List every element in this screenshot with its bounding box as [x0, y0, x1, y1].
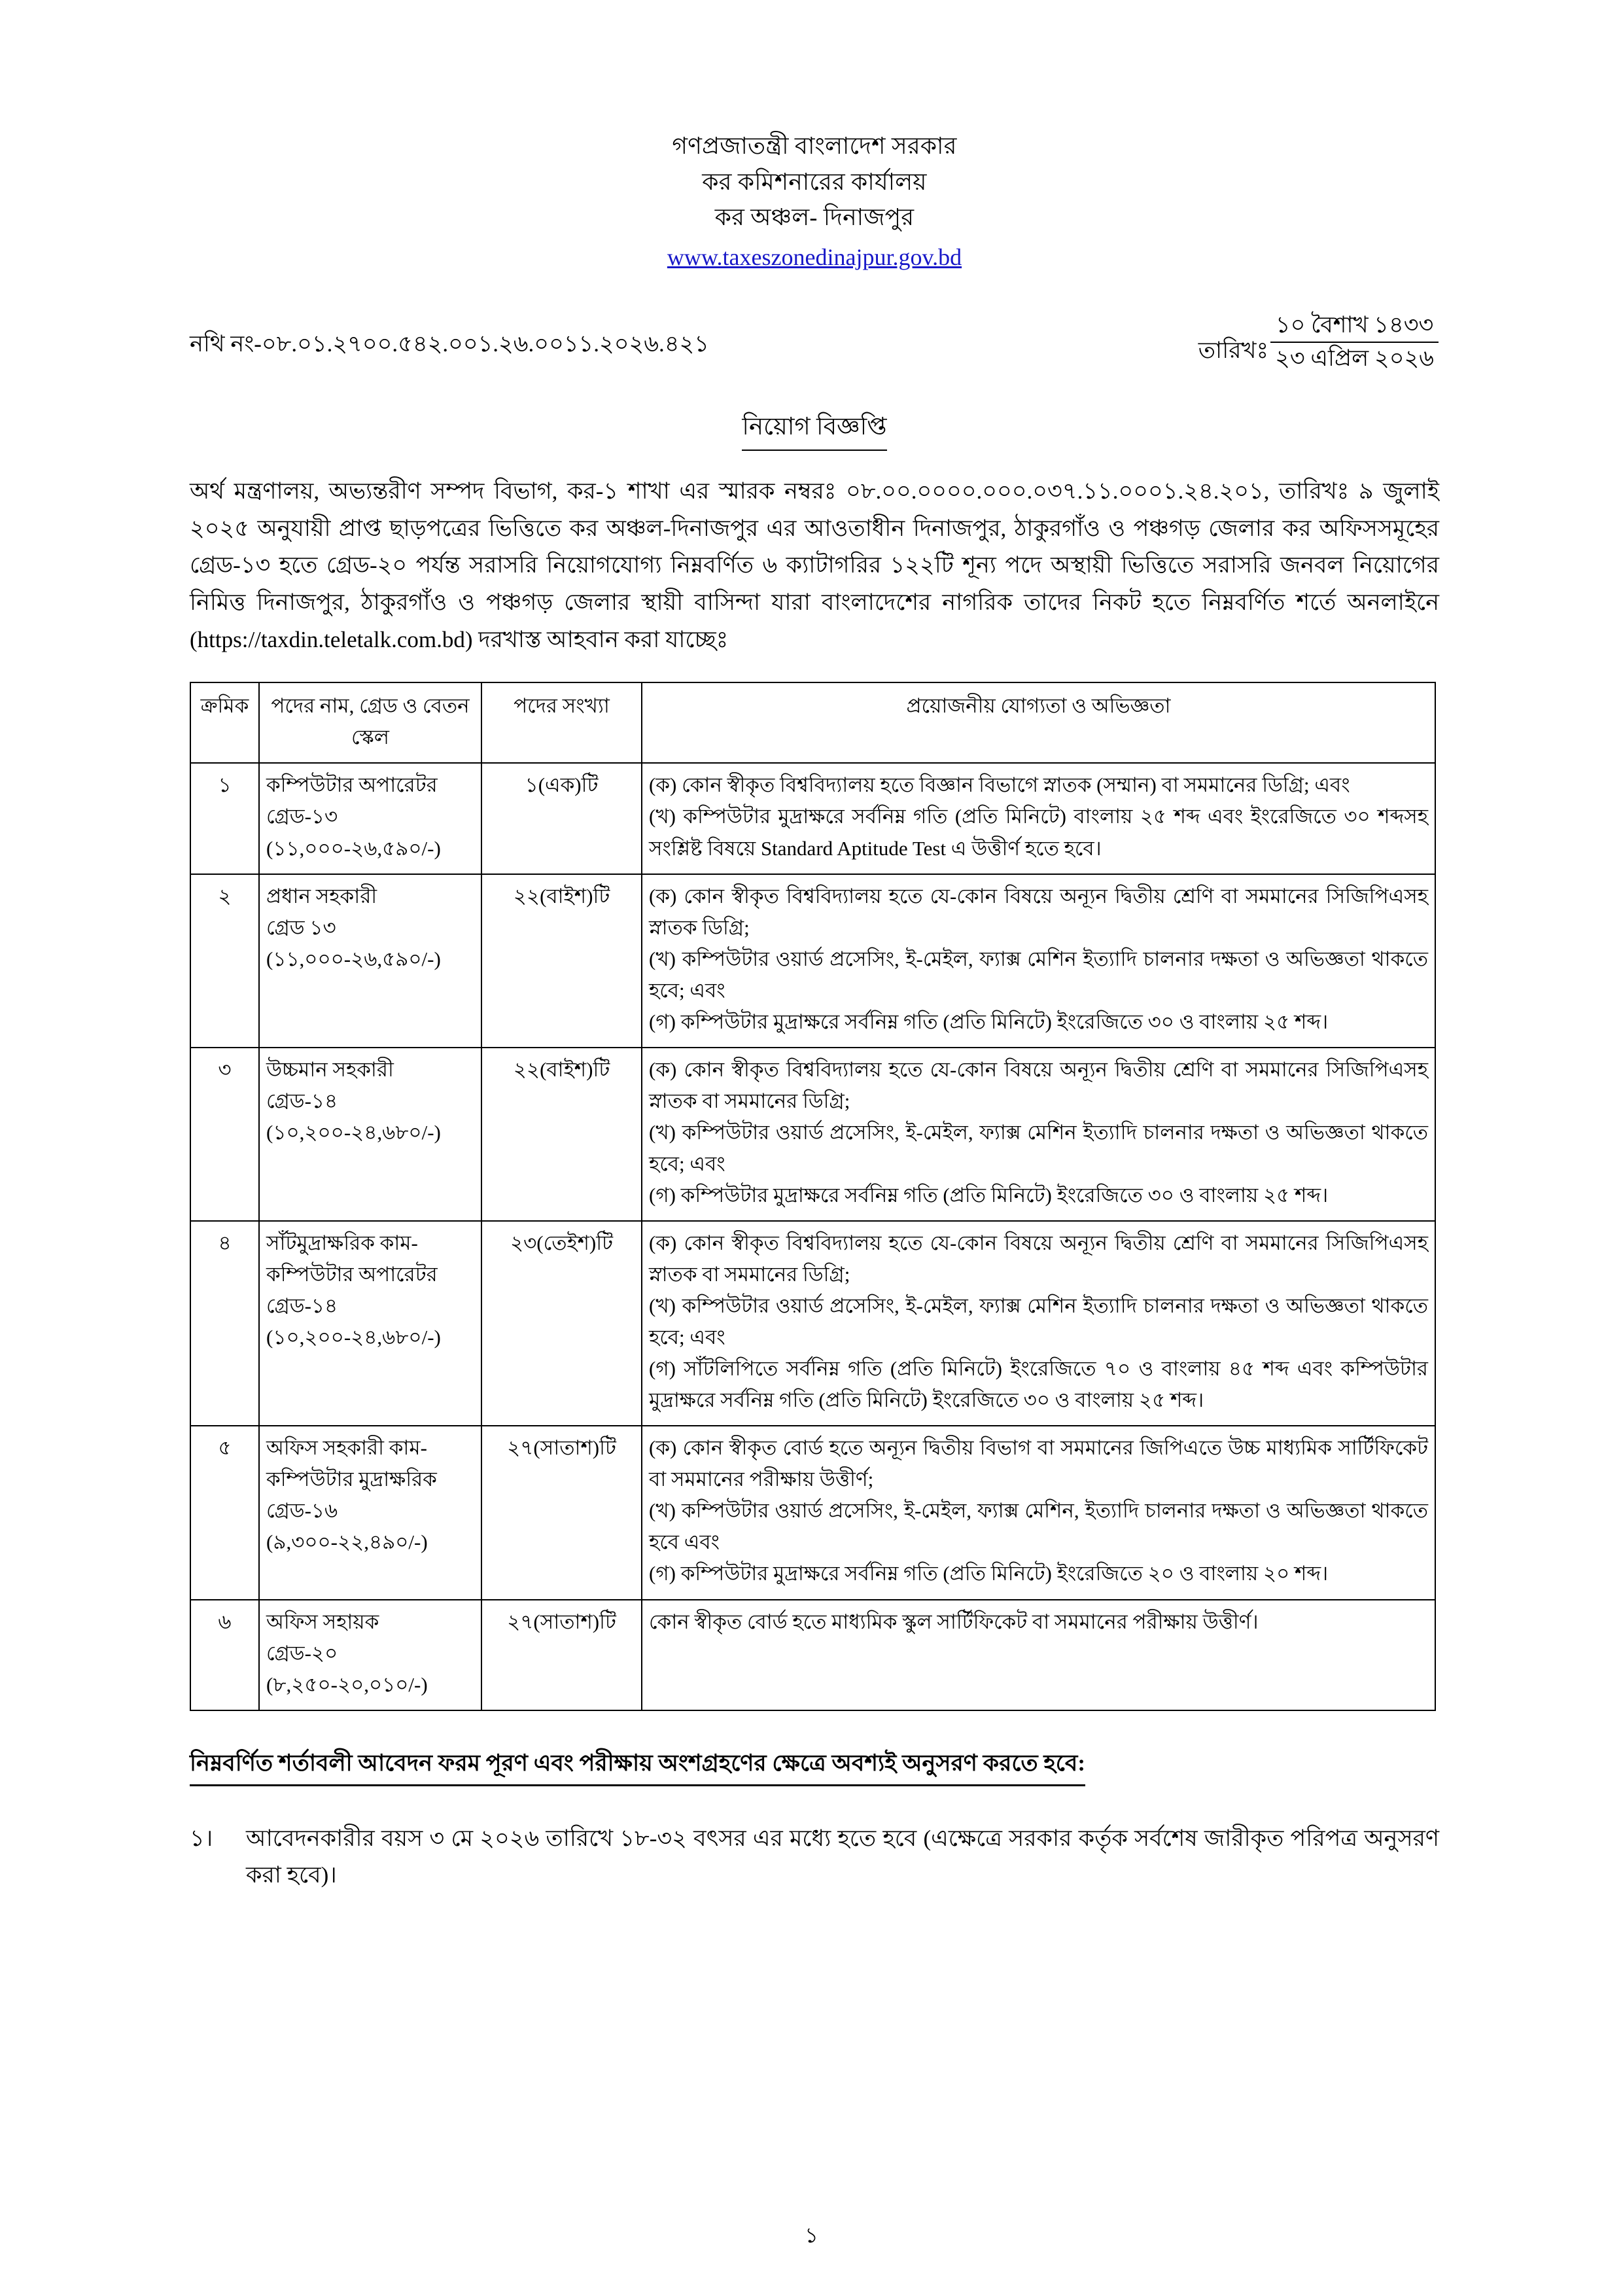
qualification-line: (গ) কম্পিউটার মুদ্রাক্ষরে সর্বনিম্ন গতি (প্রতি মিনিটে) ইংরেজিতে ২০ ও বাংলায় ২০ শব্দ।: [649, 1562, 1329, 1585]
condition-number: ১।: [190, 1825, 213, 1851]
table-row: [190, 1221, 1435, 1426]
th-serial: ক্রমিক: [190, 682, 259, 763]
post-line: (৯,৩০০-২২,৪৯০/-): [266, 1530, 428, 1554]
post-line: (১১,০০০-২৬,৫৯০/-): [266, 836, 441, 860]
cell-qualification: [642, 763, 1435, 874]
post-line: (১১,০০০-২৬,৫৯০/-): [266, 947, 441, 970]
post-line: (৮,২৫০-২০,০১০/-): [266, 1672, 428, 1696]
post-line: সাঁটমুদ্রাক্ষরিক কাম-: [266, 1231, 418, 1255]
cell-serial: ২: [190, 874, 259, 1048]
post-line: গ্রেড ১৩: [266, 915, 336, 939]
cell-serial: ৪: [190, 1221, 259, 1426]
date-stack: [1270, 311, 1439, 372]
post-line: গ্রেড-১৩: [266, 805, 338, 828]
post-line: (১০,২০০-২৪,৬৮০/-): [266, 1120, 441, 1144]
post-line: গ্রেড-২০: [266, 1641, 338, 1665]
qualification-line: (গ) কম্পিউটার মুদ্রাক্ষরে সর্বনিম্ন গতি (প্রতি মিনিটে) ইংরেজিতে ৩০ ও বাংলায় ২৫ শব্দ।: [649, 1010, 1329, 1033]
conditions-heading: নিম্নবর্ণিত শর্তাবলী আবেদন ফরম পূরণ এবং পরীক্ষায় অংশগ্রহণের ক্ষেত্রে অবশ্যই অনুসরণ করতে হবে:: [190, 1745, 1085, 1786]
post-line: গ্রেড-১৪: [266, 1089, 338, 1112]
post-line: কম্পিউটার অপারেটর: [266, 1263, 438, 1286]
page-title: নিয়োগ বিজ্ঞপ্তি: [742, 407, 886, 451]
cell-qualification: [642, 1426, 1435, 1599]
cell-qualification: [642, 1048, 1435, 1221]
post-line: কম্পিউটার অপারেটর: [266, 773, 438, 797]
qualification-line: (ক) কোন স্বীকৃত বিশ্ববিদ্যালয় হতে বিজ্ঞান বিভাগে স্নাতক (সম্মান) বা সমমানের ডিগ্রি; এবং: [649, 773, 1350, 797]
cell-qualification: [642, 874, 1435, 1048]
table-row: [190, 874, 1435, 1048]
condition-item: [190, 1820, 1439, 1894]
post-line: অফিস সহকারী কাম-: [266, 1436, 427, 1460]
cell-qualification: [642, 1600, 1435, 1710]
post-line: উচ্চমান সহকারী: [266, 1057, 394, 1081]
cell-serial: ৬: [190, 1600, 259, 1710]
table-header-row: [190, 682, 1435, 763]
qualification-line: কোন স্বীকৃত বোর্ড হতে মাধ্যমিক স্কুল সার্টিফিকেট বা সমমানের পরীক্ষায় উত্তীর্ণ।: [649, 1610, 1259, 1633]
website-link[interactable]: www.taxeszonedinajpur.gov.bd: [667, 244, 962, 271]
date-bangla: ১০ বৈশাখ ১৪৩৩: [1270, 311, 1439, 343]
conditions-list: [190, 1820, 1439, 1894]
date-english: ২৩ এপ্রিল ২০২৬: [1275, 345, 1434, 371]
post-line: অফিস সহায়ক: [266, 1610, 379, 1633]
memo-number: নথি নং-০৮.০১.২৭০০.৫৪২.০০১.২৬.০০১১.২০২৬.৪২১: [190, 330, 709, 357]
cell-post-count: ২৭(সাতাশ)টি: [481, 1426, 642, 1599]
document-content: [190, 0, 1439, 1894]
page-number: ১: [805, 2223, 818, 2247]
post-line: (১০,২০০-২৪,৬৮০/-): [266, 1326, 441, 1349]
post-line: কম্পিউটার মুদ্রাক্ষরিক: [266, 1468, 437, 1491]
table-row: [190, 763, 1435, 874]
cell-qualification: [642, 1221, 1435, 1426]
qualification-line: (ক) কোন স্বীকৃত বিশ্ববিদ্যালয় হতে যে-কোন বিষয়ে অন্যূন দ্বিতীয় শ্রেণি বা সমমানের সিজিপিএসহ স্নাতক বা সমমানের ডিগ্রি;: [649, 1057, 1428, 1112]
condition-text: আবেদনকারীর বয়স ৩ মে ২০২৬ তারিখে ১৮-৩২ বৎসর এর মধ্যে হতে হবে (এক্ষেত্রে সরকার কর্তৃক সর্বশেষ জারীকৃত পরিপত্র অনুসরণ করা হবে)।: [246, 1825, 1439, 1888]
cell-post-name: [259, 1221, 481, 1426]
table-row: [190, 1600, 1435, 1710]
cell-serial: ৫: [190, 1426, 259, 1599]
qualification-line: (গ) কম্পিউটার মুদ্রাক্ষরে সর্বনিম্ন গতি (প্রতি মিনিটে) ইংরেজিতে ৩০ ও বাংলায় ২৫ শব্দ।: [649, 1183, 1329, 1207]
cell-post-name: [259, 1426, 481, 1599]
th-post: পদের নাম, গ্রেড ও বেতন স্কেল: [259, 682, 481, 763]
post-line: গ্রেড-১৬: [266, 1499, 338, 1523]
header-zone-line: কর অঞ্চল- দিনাজপুর: [714, 204, 915, 231]
cell-post-count: ২২(বাইশ)টি: [481, 1048, 642, 1221]
qualification-line: (খ) কম্পিউটার ওয়ার্ড প্রসেসিং, ই-মেইল, ফ্যাক্স মেশিন ইত্যাদি চালনার দক্ষতা ও অভিজ্ঞতা থাকতে হবে; এবং: [649, 1294, 1428, 1349]
intro-paragraph: অর্থ মন্ত্রণালয়, অভ্যন্তরীণ সম্পদ বিভাগ, কর-১ শাখা এর স্মারক নম্বরঃ ০৮.০০.০০০০.০০০.০৩৭.১১.০০০১.২৪.২০১, তারিখঃ ৯ জুলাই ২০২৫ অনুযায়ী প্রাপ্ত ছাড়পত্রের ভিত্তিতে কর অঞ্চল-দিনাজপুর এর আওতাধীন দিনাজপুর, ঠাকুরগাঁও ও পঞ্চগড় জেলার কর অফিসসমূহের গ্রেড-১৩ হতে গ্রেড-২০ পর্যন্ত সরাসরি নিয়োগযোগ্য নিম্নবর্ণিত ৬ ক্যাটাগরির ১২২টি শূন্য পদে অস্থায়ী ভিত্তিতে সরাসরি জনবল নিয়োগের নিমিত্ত দিনাজপুর, ঠাকুরগাঁও ও পঞ্চগড় জেলার স্থায়ী বাসিন্দা যারা বাংলাদেশের নাগরিক তাদের নিকট হতে নিম্নবর্ণিত শর্তে অনলাইনে (https://taxdin.teletalk.com.bd) দরখাস্ত আহবান করা যাচ্ছেঃ: [190, 478, 1439, 652]
cell-serial: ৩: [190, 1048, 259, 1221]
qualification-line: (খ) কম্পিউটার মুদ্রাক্ষরে সর্বনিম্ন গতি (প্রতি মিনিটে) বাংলায় ২৫ শব্দ এবং ইংরেজিতে ৩০ শব্দসহ সংশ্লিষ্ট বিষয়ে Standard Aptitude Test এ উত্তীর্ণ হতে হবে।: [649, 805, 1428, 860]
qualification-line: (খ) কম্পিউটার ওয়ার্ড প্রসেসিং, ই-মেইল, ফ্যাক্স মেশিন ইত্যাদি চালনার দক্ষতা ও অভিজ্ঞতা থাকতে হবে; এবং: [649, 947, 1428, 1002]
post-line: প্রধান সহকারী: [266, 884, 377, 908]
cell-post-name: [259, 1600, 481, 1710]
memo-date-row: [190, 311, 1439, 387]
th-count: পদের সংখ্যা: [481, 682, 642, 763]
cell-post-count: ২৩(তেইশ)টি: [481, 1221, 642, 1426]
table-row: [190, 1426, 1435, 1599]
table-row: [190, 1048, 1435, 1221]
post-line: গ্রেড-১৪: [266, 1294, 338, 1318]
header-office-line: কর কমিশনারের কার্যালয়: [702, 168, 927, 195]
page-title-wrapper: [190, 407, 1439, 451]
cell-post-count: ২২(বাইশ)টি: [481, 874, 642, 1048]
th-qualification: প্রয়োজনীয় যোগ্যতা ও অভিজ্ঞতা: [642, 682, 1435, 763]
cell-post-name: [259, 874, 481, 1048]
qualification-line: (গ) সাঁটলিপিতে সর্বনিম্ন গতি (প্রতি মিনিটে) ইংরেজিতে ৭০ ও বাংলায় ৪৫ শব্দ এবং কম্পিউটার মুদ্রাক্ষরে সর্বনিম্ন গতি (প্রতি মিনিটে) ইংরেজিতে ৩০ ও বাংলায় ২৫ শব্দ।: [649, 1357, 1428, 1412]
conditions-section: [190, 1711, 1439, 1894]
qualification-line: (ক) কোন স্বীকৃত বিশ্ববিদ্যালয় হতে যে-কোন বিষয়ে অন্যূন দ্বিতীয় শ্রেণি বা সমমানের সিজিপিএসহ স্নাতক ডিগ্রি;: [649, 884, 1428, 939]
vacancy-table-head: [190, 682, 1435, 763]
cell-serial: ১: [190, 763, 259, 874]
cell-post-count: ২৭(সাতাশ)টি: [481, 1600, 642, 1710]
date-label: তারিখঃ: [1198, 338, 1269, 364]
document-header: [190, 0, 1439, 275]
vacancy-table-body: [190, 763, 1435, 1710]
qualification-line: (খ) কম্পিউটার ওয়ার্ড প্রসেসিং, ই-মেইল, ফ্যাক্স মেশিন, ইত্যাদি চালনার দক্ষতা ও অভিজ্ঞতা থাকতে হবে এবং: [649, 1499, 1428, 1554]
qualification-line: (ক) কোন স্বীকৃত বোর্ড হতে অন্যূন দ্বিতীয় বিভাগ বা সমমানের জিপিএতে উচ্চ মাধ্যমিক সার্টিফিকেট বা সমমানের পরীক্ষায় উত্তীর্ণ;: [649, 1436, 1428, 1491]
qualification-line: (ক) কোন স্বীকৃত বিশ্ববিদ্যালয় হতে যে-কোন বিষয়ে অন্যূন দ্বিতীয় শ্রেণি বা সমমানের সিজিপিএসহ স্নাতক বা সমমানের ডিগ্রি;: [649, 1231, 1428, 1286]
date-block: [1198, 311, 1439, 372]
cell-post-name: [259, 1048, 481, 1221]
qualification-line: (খ) কম্পিউটার ওয়ার্ড প্রসেসিং, ই-মেইল, ফ্যাক্স মেশিন ইত্যাদি চালনার দক্ষতা ও অভিজ্ঞতা থাকতে হবে; এবং: [649, 1120, 1428, 1175]
header-government-line: গণপ্রজাতন্ত্রী বাংলাদেশ সরকার: [672, 133, 957, 159]
cell-post-count: ১(এক)টি: [481, 763, 642, 874]
cell-post-name: [259, 763, 481, 874]
vacancy-table: [190, 682, 1436, 1710]
